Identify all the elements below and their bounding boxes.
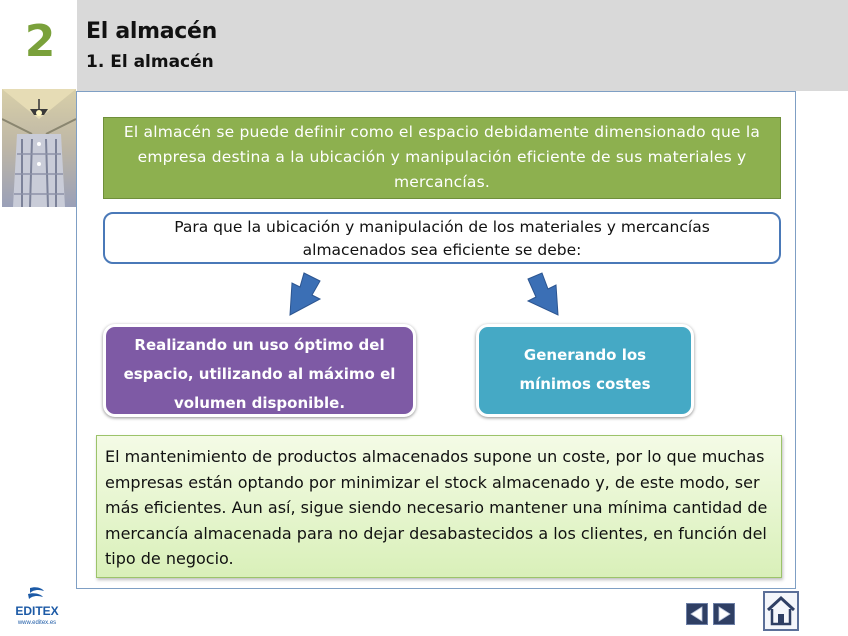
intro-box: Para que la ubicación y manipulación de los materiales y mercancías almacenados sea eficiente se debe: [103, 212, 781, 264]
warehouse-thumbnail-image [2, 89, 76, 207]
option-minimum-costs: Generando los mínimos costes [476, 324, 694, 417]
next-button[interactable] [713, 603, 735, 625]
page-title: El almacén [86, 19, 218, 44]
page-subtitle: 1. El almacén [86, 52, 214, 72]
option-optimal-space: Realizando un uso óptimo del espacio, utilizando al máximo el volumen disponible. [103, 324, 416, 417]
definition-box: El almacén se puede definir como el espacio debidamente dimensionado que la empresa destina a la ubicación y manipulación eficiente de sus materiales y mercancías. [103, 117, 781, 199]
editex-logo [12, 586, 62, 628]
home-button[interactable] [763, 591, 799, 631]
note-box: El mantenimiento de productos almacenados supone un coste, por lo que muchas empresas están optando por minimizar el stock almacenado y, de este modo, ser más eficientes. Aun así, sigue siendo necesario mantener una mínima cantidad de mercancía almacenada para no dejar desabastecidos a los clientes, en función del tipo de negocio. [96, 435, 782, 578]
previous-button[interactable] [686, 603, 708, 625]
logo-name: EDITEX [15, 604, 59, 618]
header-band [77, 0, 848, 91]
chapter-number: 2 [24, 16, 56, 67]
logo-url: www.editex.es [17, 620, 57, 626]
arrow-down-right-icon [522, 271, 566, 317]
triangle-left-icon [687, 604, 707, 624]
arrow-down-left-icon [282, 271, 324, 317]
triangle-right-icon [714, 604, 734, 624]
house-icon [765, 593, 797, 629]
